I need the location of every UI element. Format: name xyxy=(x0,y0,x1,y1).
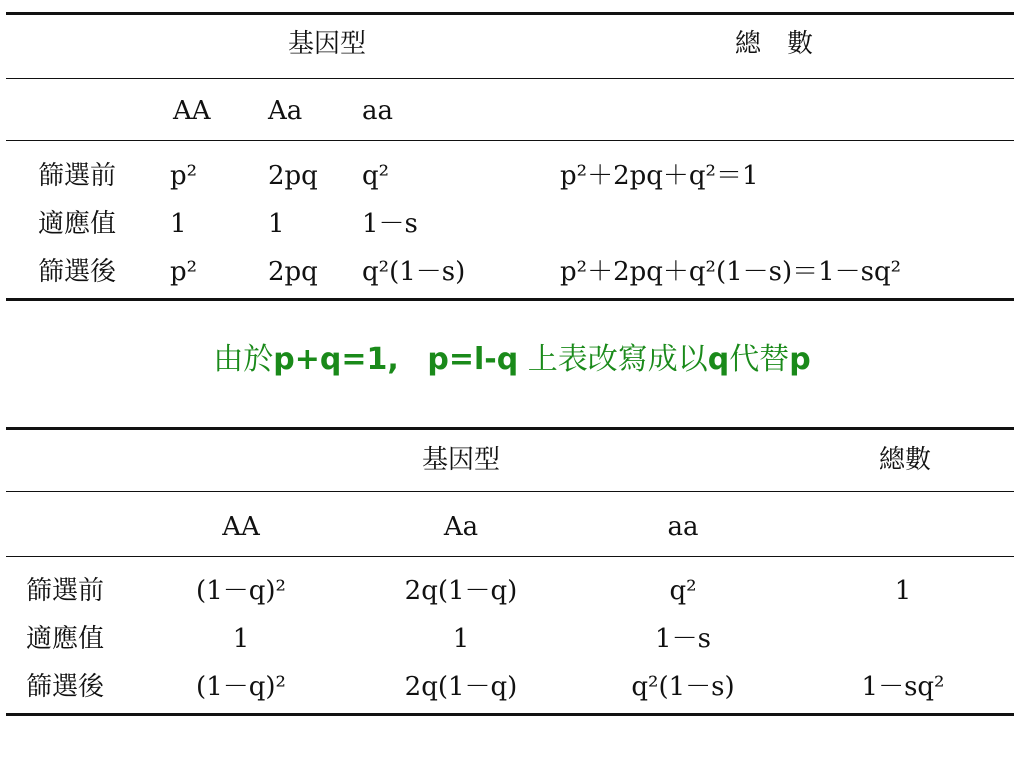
green-caption xyxy=(0,340,1024,380)
table-2-genotype-header: 基因型 xyxy=(421,445,501,475)
table-1-col-aa-upper: AA xyxy=(173,96,211,126)
row-label: 篩選後 xyxy=(26,672,105,702)
cell-aa-upper: p² xyxy=(170,257,198,287)
cell-aa-lower: q²(1－s) xyxy=(362,257,466,287)
table-2-col-aa-upper: AA xyxy=(222,512,260,542)
row-label: 適應值 xyxy=(38,209,117,239)
cell-aa-mixed: 2q(1－q) xyxy=(404,576,518,606)
cell-aa-lower: 1－s xyxy=(362,209,418,239)
cell-aa-upper: 1 xyxy=(170,209,187,239)
row-label: 篩選前 xyxy=(38,161,117,191)
cell-aa-upper: 1 xyxy=(232,624,250,654)
cell-aa-upper: (1－q)² xyxy=(196,672,286,702)
cell-total: 1 xyxy=(894,576,912,606)
cell-aa-upper: p² xyxy=(170,161,198,191)
table-1-header-rule xyxy=(6,78,1014,79)
cell-aa-mixed: 1 xyxy=(268,209,285,239)
table-1-col-aa-lower: aa xyxy=(362,96,394,126)
table-2-header-rule xyxy=(6,491,1014,492)
cell-aa-lower: q²(1－s) xyxy=(631,672,735,702)
caption-part: p=l-q xyxy=(427,342,519,377)
cell-aa-lower: q² xyxy=(362,161,390,191)
cell-aa-upper: (1－q)² xyxy=(196,576,286,606)
caption-part: p+q=1, xyxy=(273,342,399,377)
cell-aa-mixed: 2q(1－q) xyxy=(404,672,518,702)
cell-total: p²＋2pq＋q²(1－s)＝1－sq² xyxy=(560,257,902,287)
cell-aa-lower: q² xyxy=(669,576,697,606)
table-1-col-aa-mixed: Aa xyxy=(268,96,303,126)
table-2-col-aa-mixed: Aa xyxy=(443,512,479,542)
table-1-bottom-rule xyxy=(6,298,1014,301)
table-2-total-header: 總數 xyxy=(878,445,932,475)
table-1-total-header: 總 數 xyxy=(735,29,814,59)
caption-part: q xyxy=(707,342,730,377)
table-2-bottom-rule xyxy=(6,713,1014,716)
table-1-subheader-rule xyxy=(6,140,1014,141)
caption-part: p xyxy=(789,342,811,377)
row-label: 篩選後 xyxy=(38,257,117,287)
caption-part: 由於 xyxy=(213,342,274,377)
cell-total: 1－sq² xyxy=(861,672,945,702)
cell-aa-mixed: 1 xyxy=(452,624,470,654)
table-1-genotype-header: 基因型 xyxy=(288,29,367,59)
cell-aa-lower: 1－s xyxy=(655,624,711,654)
cell-aa-mixed: 2pq xyxy=(268,161,318,191)
table-2-top-rule xyxy=(6,427,1014,430)
table-2-subheader-rule xyxy=(6,556,1014,557)
row-label: 篩選前 xyxy=(26,576,105,606)
caption-part: 上表改寫成以 xyxy=(518,342,708,377)
table-2-col-aa-lower: aa xyxy=(667,512,699,542)
cell-aa-mixed: 2pq xyxy=(268,257,318,287)
cell-total: p²＋2pq＋q²＝1 xyxy=(560,161,759,191)
caption-part: 代替 xyxy=(729,342,790,377)
table-1-top-rule xyxy=(6,12,1014,15)
row-label: 適應值 xyxy=(26,624,105,654)
